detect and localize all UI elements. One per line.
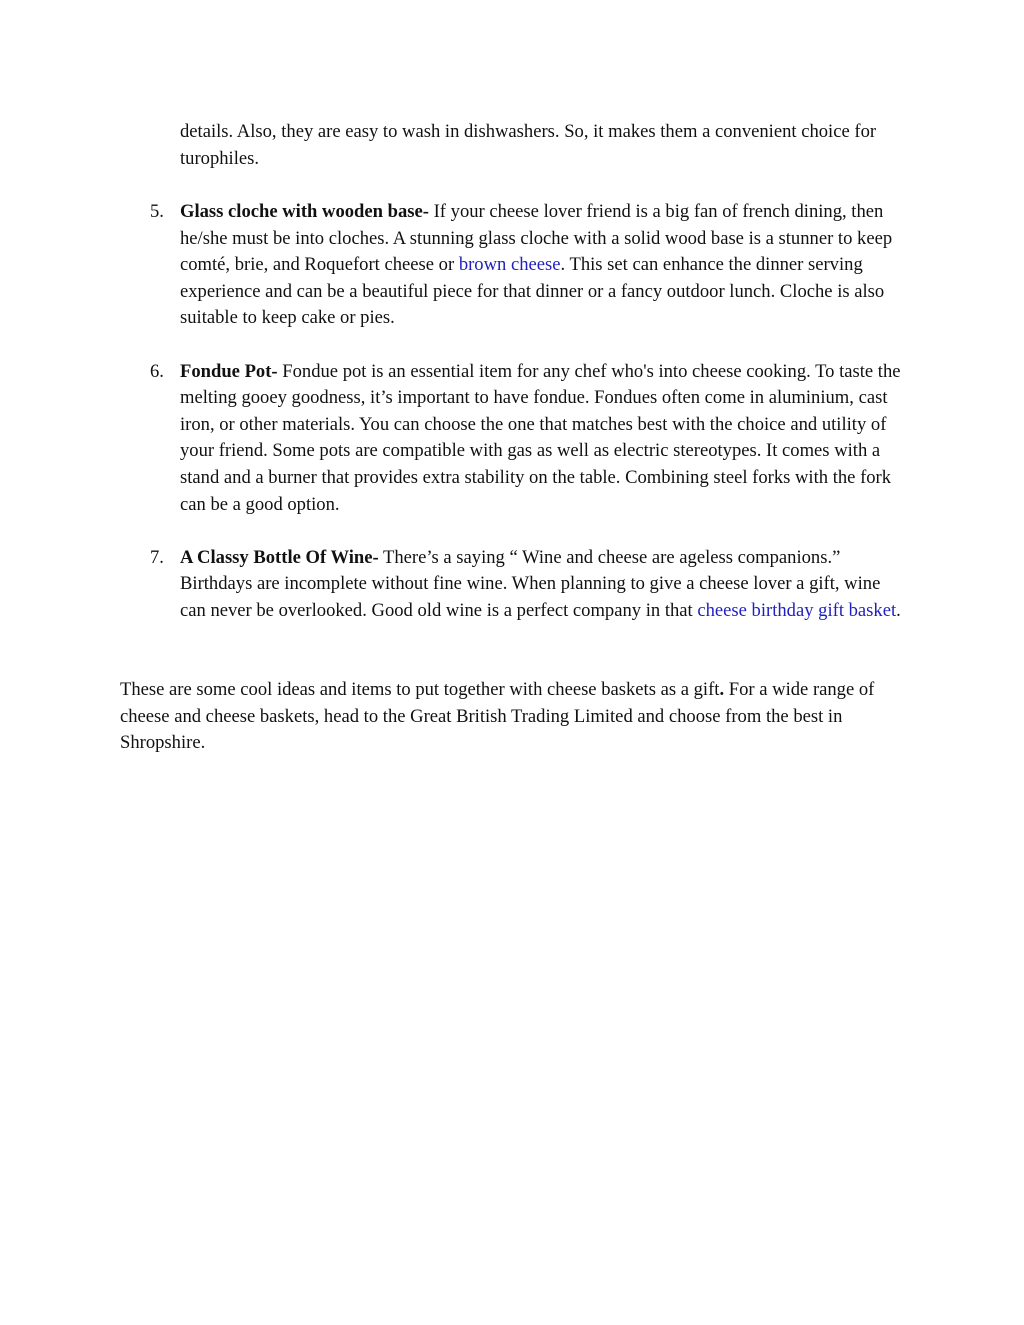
continuation-text: details. Also, they are easy to wash in dishwashers. So, it makes them a convenient choice for turophiles.	[180, 121, 877, 169]
brown-cheese-link[interactable]: brown cheese	[458, 254, 561, 276]
closing-bold-period: .	[719, 679, 725, 700]
item-title: Fondue Pot-	[180, 360, 278, 382]
item-text-end: .	[896, 599, 901, 621]
list-item-fondue-pot	[120, 359, 910, 519]
item-text: Fondue pot is an essential item for any chef who's into cheese cooking. To taste the melting gooey goodness, it’s important to have fondue. Fondues often come in aluminium, cast iron, or other materials. You can choose the one that matches best with the choice and utility of your friend. Some pots are compatible with gas as well as electric stereotypes. It comes with a stand and a burner that provides extra stability on the table. Combining steel forks with the fork can be a good option.	[180, 360, 901, 515]
item-text: There’s a saying “ Wine and cheese are ageless companions.” Birthdays are incomplete without fine wine. When planning to give a cheese lover a gift, wine can never be overlooked. Good old wine is a perfect company in that	[180, 546, 881, 621]
item-text: If your cheese lover friend is a big fan of french dining, then he/she must be into cloches. A stunning glass cloche with a solid wood base is a stunner to keep comté, brie, and Roquefort cheese or	[180, 201, 893, 276]
list-number: 5.	[150, 201, 164, 222]
continuation-paragraph	[180, 119, 910, 172]
item-title: A Classy Bottle Of Wine-	[180, 546, 379, 568]
item-text-end: . This set can enhance the dinner serving experience and can be a beautiful piece for that dinner or a fancy outdoor lunch. Cloche is also suitable to keep cake or pies.	[180, 254, 885, 329]
list-item-bottle-of-wine	[120, 545, 910, 625]
list-number: 6.	[150, 360, 164, 382]
gift-ideas-list	[120, 199, 910, 651]
closing-text: These are some cool ideas and items to put together with cheese baskets as a gift	[120, 679, 720, 700]
cheese-birthday-gift-basket-link[interactable]: cheese birthday gift basket	[697, 599, 897, 621]
list-item-glass-cloche	[120, 199, 910, 332]
list-number: 7.	[150, 546, 164, 568]
closing-paragraph	[120, 677, 910, 757]
item-title: Glass cloche with wooden base-	[180, 201, 429, 222]
closing-text-end: For a wide range of cheese and cheese baskets, head to the Great British Trading Limited and choose from the best in Shropshire.	[120, 679, 875, 754]
